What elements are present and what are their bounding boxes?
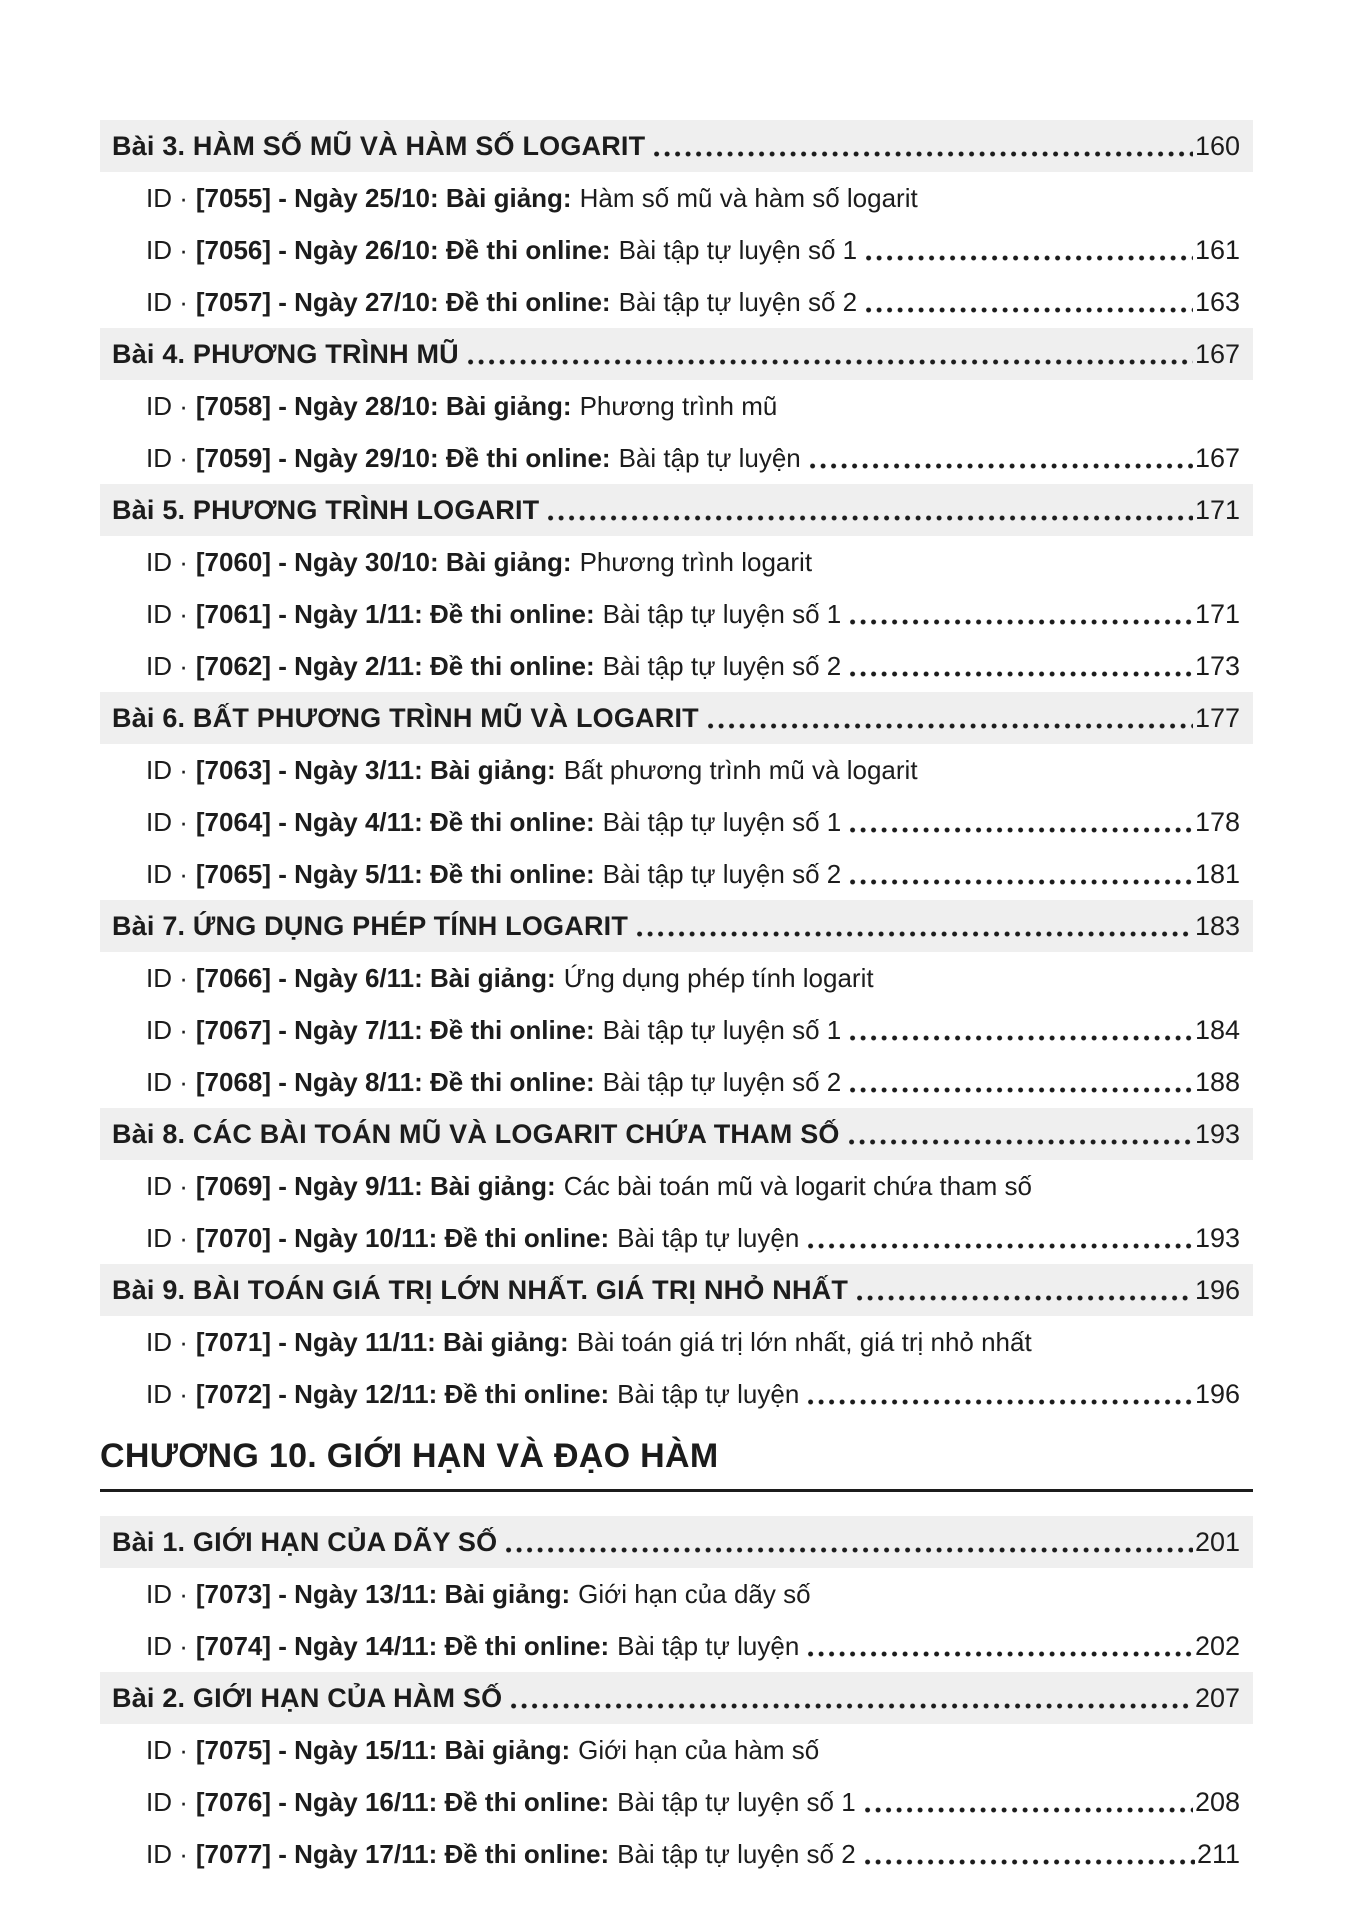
item-description: Bài tập tự luyện số 2 — [602, 858, 842, 889]
item-page-number: 171 — [1194, 598, 1240, 629]
chapter-divider-rule — [100, 1489, 1253, 1492]
item-id-date-label: [7056] - Ngày 26/10: Đề thi online: — [195, 234, 611, 265]
section-title: Bài 8. CÁC BÀI TOÁN MŨ VÀ LOGARIT CHỨA THAM SỐ — [112, 1118, 840, 1149]
section-page-number: 196 — [1194, 1274, 1240, 1305]
item-description: Bài tập tự luyện số 2 — [617, 1838, 856, 1869]
item-id-date-label: [7065] - Ngày 5/11: Đề thi online: — [195, 858, 595, 889]
dotted-leader — [506, 1547, 1193, 1553]
dotted-leader — [511, 1703, 1193, 1709]
item-description: Giới hạn của hàm số — [578, 1734, 820, 1765]
toc-item-row — [100, 1828, 1253, 1880]
dotted-leader — [850, 827, 1193, 833]
toc-section-row — [100, 1108, 1253, 1160]
item-id-prefix: ID · — [146, 234, 188, 265]
item-id-date-label: [7055] - Ngày 25/10: Bài giảng: — [195, 182, 572, 213]
toc-item-row — [100, 796, 1253, 848]
item-id-prefix: ID · — [146, 806, 188, 837]
item-id-prefix: ID · — [146, 1786, 188, 1817]
item-id-date-label: [7058] - Ngày 28/10: Bài giảng: — [195, 390, 572, 421]
item-id-prefix: ID · — [146, 1578, 188, 1609]
item-id-date-label: [7070] - Ngày 10/11: Đề thi online: — [195, 1222, 610, 1253]
item-id-date-label: [7071] - Ngày 11/11: Bài giảng: — [195, 1326, 569, 1357]
dotted-leader — [850, 1035, 1193, 1041]
toc-item-row — [100, 536, 1253, 588]
item-id-prefix: ID · — [146, 1326, 188, 1357]
item-id-date-label: [7076] - Ngày 16/11: Đề thi online: — [195, 1786, 610, 1817]
item-description: Các bài toán mũ và logarit chứa tham số — [563, 1170, 1032, 1201]
toc-item-row — [100, 1568, 1253, 1620]
section-title: Bài 7. ỨNG DỤNG PHÉP TÍNH LOGARIT — [112, 910, 629, 941]
toc-item-row — [100, 588, 1253, 640]
toc-item-row — [100, 1316, 1253, 1368]
item-page-number: 173 — [1194, 650, 1240, 681]
dotted-leader — [850, 619, 1193, 625]
item-page-number: 167 — [1194, 442, 1240, 473]
toc-item-row — [100, 1776, 1253, 1828]
item-id-prefix: ID · — [146, 1222, 188, 1253]
item-id-prefix: ID · — [146, 1838, 188, 1869]
item-id-date-label: [7074] - Ngày 14/11: Đề thi online: — [195, 1630, 610, 1661]
toc-item-row — [100, 432, 1253, 484]
item-page-number: 178 — [1194, 806, 1240, 837]
item-id-date-label: [7072] - Ngày 12/11: Đề thi online: — [195, 1378, 610, 1409]
item-page-number: 188 — [1194, 1066, 1240, 1097]
toc-item-row — [100, 1724, 1253, 1776]
item-id-date-label: [7057] - Ngày 27/10: Đề thi online: — [195, 286, 611, 317]
toc-section-row — [100, 692, 1253, 744]
section-page-number: 167 — [1194, 338, 1240, 369]
dotted-leader — [808, 1399, 1193, 1405]
item-id-date-label: [7077] - Ngày 17/11: Đề thi online: — [195, 1838, 610, 1869]
item-id-date-label: [7068] - Ngày 8/11: Đề thi online: — [195, 1066, 595, 1097]
item-id-prefix: ID · — [146, 546, 188, 577]
item-id-prefix: ID · — [146, 1630, 188, 1661]
item-description: Bài toán giá trị lớn nhất, giá trị nhỏ nhất — [576, 1326, 1032, 1357]
toc-section-row — [100, 484, 1253, 536]
dotted-leader — [708, 723, 1193, 729]
dotted-leader — [865, 1859, 1195, 1865]
item-description: Phương trình logarit — [579, 546, 813, 577]
chapter-heading-block — [100, 1420, 1253, 1516]
dotted-leader — [810, 463, 1193, 469]
item-description: Bài tập tự luyện số 2 — [602, 1066, 842, 1097]
item-description: Bài tập tự luyện số 2 — [618, 286, 858, 317]
item-description: Phương trình mũ — [579, 390, 778, 421]
section-page-number: 160 — [1194, 130, 1240, 161]
table-of-contents — [100, 120, 1253, 1880]
item-id-date-label: [7067] - Ngày 7/11: Đề thi online: — [195, 1014, 595, 1045]
item-description: Giới hạn của dãy số — [578, 1578, 811, 1609]
dotted-leader — [850, 1087, 1193, 1093]
dotted-leader — [866, 307, 1193, 313]
section-title: Bài 3. HÀM SỐ MŨ VÀ HÀM SỐ LOGARIT — [112, 130, 646, 161]
dotted-leader — [808, 1243, 1193, 1249]
item-description: Bất phương trình mũ và logarit — [563, 754, 918, 785]
item-id-prefix: ID · — [146, 442, 188, 473]
toc-item-row — [100, 848, 1253, 900]
item-id-date-label: [7069] - Ngày 9/11: Bài giảng: — [195, 1170, 556, 1201]
dotted-leader — [865, 1807, 1193, 1813]
toc-item-row — [100, 1004, 1253, 1056]
item-id-date-label: [7066] - Ngày 6/11: Bài giảng: — [195, 962, 556, 993]
section-page-number: 183 — [1194, 910, 1240, 941]
item-id-prefix: ID · — [146, 1170, 188, 1201]
item-id-prefix: ID · — [146, 598, 188, 629]
toc-item-row — [100, 1368, 1253, 1420]
item-id-prefix: ID · — [146, 1734, 188, 1765]
toc-item-row — [100, 744, 1253, 796]
section-title: Bài 5. PHƯƠNG TRÌNH LOGARIT — [112, 494, 540, 525]
item-description: Bài tập tự luyện — [618, 442, 801, 473]
item-id-prefix: ID · — [146, 754, 188, 785]
toc-section-row — [100, 328, 1253, 380]
item-id-prefix: ID · — [146, 1014, 188, 1045]
item-id-date-label: [7063] - Ngày 3/11: Bài giảng: — [195, 754, 556, 785]
item-description: Hàm số mũ và hàm số logarit — [579, 182, 918, 213]
item-id-date-label: [7064] - Ngày 4/11: Đề thi online: — [195, 806, 595, 837]
item-page-number: 184 — [1194, 1014, 1240, 1045]
item-description: Bài tập tự luyện số 2 — [602, 650, 842, 681]
item-id-prefix: ID · — [146, 650, 188, 681]
toc-section-row — [100, 1672, 1253, 1724]
section-title: Bài 1. GIỚI HẠN CỦA DÃY SỐ — [112, 1526, 498, 1557]
item-description: Bài tập tự luyện số 1 — [617, 1786, 856, 1817]
dotted-leader — [637, 931, 1193, 937]
item-description: Bài tập tự luyện số 1 — [602, 806, 842, 837]
toc-section-row — [100, 900, 1253, 952]
dotted-leader — [866, 255, 1193, 261]
item-page-number: 208 — [1194, 1786, 1240, 1817]
toc-item-row — [100, 172, 1253, 224]
toc-section-row — [100, 1516, 1253, 1568]
toc-section-row — [100, 120, 1253, 172]
dotted-leader — [850, 879, 1193, 885]
item-description: Ứng dụng phép tính logarit — [563, 962, 874, 993]
section-title: Bài 9. BÀI TOÁN GIÁ TRỊ LỚN NHẤT. GIÁ TRỊ NHỎ NHẤT — [112, 1274, 849, 1305]
toc-item-row — [100, 952, 1253, 1004]
item-id-prefix: ID · — [146, 390, 188, 421]
toc-item-row — [100, 224, 1253, 276]
item-id-date-label: [7060] - Ngày 30/10: Bài giảng: — [195, 546, 572, 577]
section-title: Bài 4. PHƯƠNG TRÌNH MŨ — [112, 338, 459, 369]
item-id-prefix: ID · — [146, 182, 188, 213]
section-page-number: 171 — [1194, 494, 1240, 525]
item-page-number: 196 — [1194, 1378, 1240, 1409]
item-id-date-label: [7059] - Ngày 29/10: Đề thi online: — [195, 442, 611, 473]
item-page-number: 211 — [1196, 1838, 1240, 1869]
section-title: Bài 6. BẤT PHƯƠNG TRÌNH MŨ VÀ LOGARIT — [112, 702, 699, 733]
item-id-prefix: ID · — [146, 962, 188, 993]
toc-item-row — [100, 1056, 1253, 1108]
item-id-prefix: ID · — [146, 286, 188, 317]
dotted-leader — [849, 1139, 1193, 1145]
item-page-number: 202 — [1194, 1630, 1240, 1661]
item-description: Bài tập tự luyện — [617, 1630, 800, 1661]
item-description: Bài tập tự luyện số 1 — [602, 1014, 842, 1045]
item-page-number: 193 — [1194, 1222, 1240, 1253]
item-id-prefix: ID · — [146, 1066, 188, 1097]
toc-item-row — [100, 1212, 1253, 1264]
item-id-date-label: [7075] - Ngày 15/11: Bài giảng: — [195, 1734, 571, 1765]
item-page-number: 181 — [1194, 858, 1240, 889]
item-id-prefix: ID · — [146, 1378, 188, 1409]
dotted-leader — [654, 151, 1193, 157]
item-description: Bài tập tự luyện số 1 — [618, 234, 858, 265]
toc-item-row — [100, 640, 1253, 692]
chapter-title: CHƯƠNG 10. GIỚI HẠN VÀ ĐẠO HÀM — [100, 1437, 719, 1475]
dotted-leader — [468, 359, 1193, 365]
dotted-leader — [857, 1295, 1193, 1301]
section-page-number: 177 — [1194, 702, 1240, 733]
toc-item-row — [100, 276, 1253, 328]
dotted-leader — [808, 1651, 1193, 1657]
toc-item-row — [100, 380, 1253, 432]
item-description: Bài tập tự luyện — [617, 1222, 800, 1253]
toc-section-row — [100, 1264, 1253, 1316]
item-page-number: 163 — [1194, 286, 1240, 317]
section-page-number: 193 — [1194, 1118, 1240, 1149]
toc-item-row — [100, 1160, 1253, 1212]
section-page-number: 207 — [1194, 1682, 1240, 1713]
section-page-number: 201 — [1194, 1526, 1240, 1557]
item-id-date-label: [7061] - Ngày 1/11: Đề thi online: — [195, 598, 595, 629]
item-description: Bài tập tự luyện — [617, 1378, 800, 1409]
item-id-prefix: ID · — [146, 858, 188, 889]
item-id-date-label: [7062] - Ngày 2/11: Đề thi online: — [195, 650, 595, 681]
item-id-date-label: [7073] - Ngày 13/11: Bài giảng: — [195, 1578, 571, 1609]
item-page-number: 161 — [1194, 234, 1240, 265]
dotted-leader — [548, 515, 1193, 521]
section-title: Bài 2. GIỚI HẠN CỦA HÀM SỐ — [112, 1682, 503, 1713]
toc-item-row — [100, 1620, 1253, 1672]
item-description: Bài tập tự luyện số 1 — [602, 598, 842, 629]
dotted-leader — [850, 671, 1193, 677]
